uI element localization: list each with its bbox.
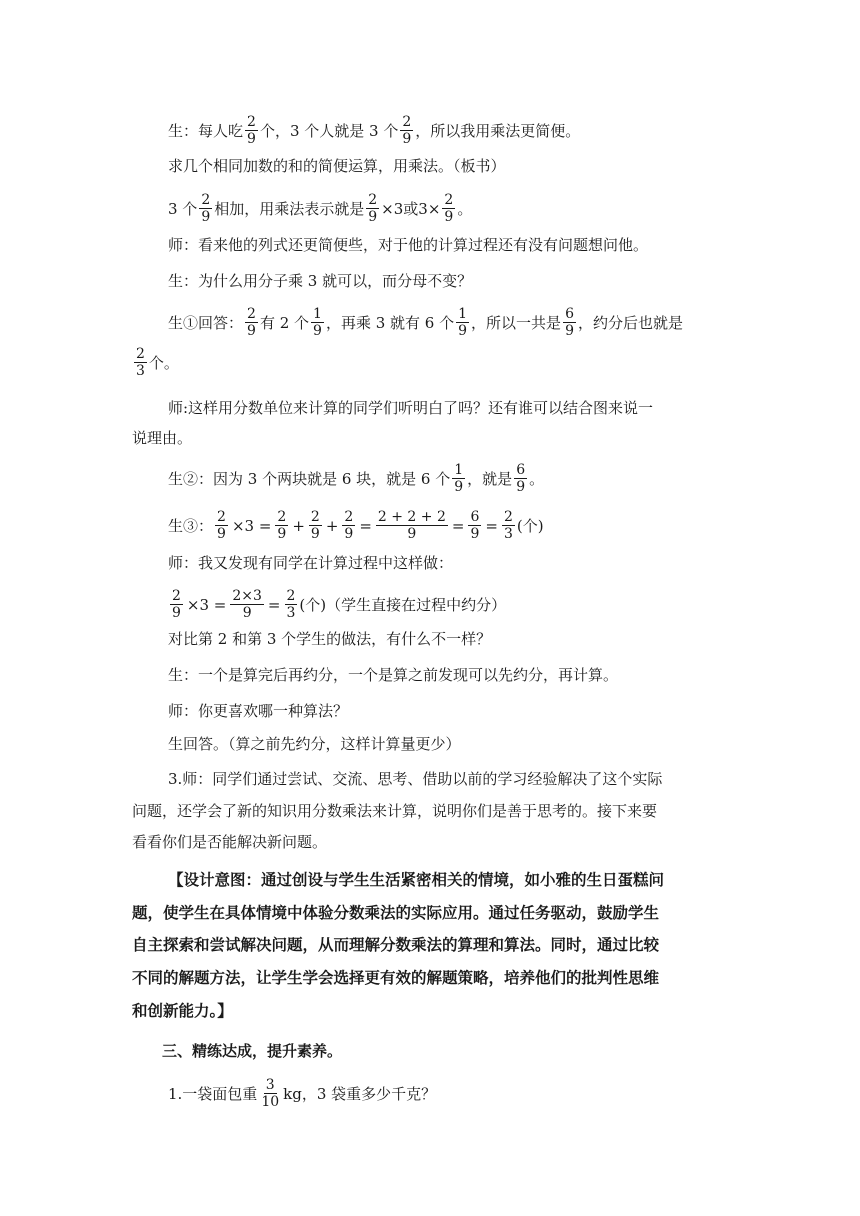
design-intent-line-2 [132, 902, 659, 924]
denominator: 9 [407, 526, 417, 542]
denominator: 3 [503, 526, 513, 542]
text: 生：一个是算完后再约分，一个是算之前发现可以先约分，再计算。 [168, 666, 619, 684]
design-intent-line-4 [132, 967, 659, 989]
fraction-one-ninth [456, 307, 469, 338]
fraction-two-ninths [275, 510, 288, 541]
numerator: 1 [313, 306, 322, 322]
text: (个) [516, 516, 544, 535]
text: 。 [457, 199, 473, 218]
line-teacher-summary-cont-1 [132, 800, 657, 822]
fraction-two-ninths [309, 510, 322, 541]
denominator: 9 [172, 605, 181, 621]
denominator: 9 [247, 131, 256, 147]
text: 师:这样用分数单位来计算的同学们听明白了吗？还有谁可以结合图来说一 [168, 399, 654, 417]
fraction-sum [376, 510, 448, 541]
line-student-answer-1 [168, 115, 580, 146]
denominator: 9 [201, 209, 211, 225]
line-student-1-answer-cont [132, 347, 179, 378]
fraction-six-ninths [468, 510, 481, 541]
line-teacher-3 [168, 552, 453, 574]
line-teacher-1 [168, 234, 648, 256]
text: (个)（学生直接在过程中约分） [299, 595, 507, 614]
denominator: 9 [444, 209, 454, 225]
line-shortcut-equation [168, 589, 506, 620]
text: ，所以一共是 [471, 313, 562, 332]
fraction-two-ninths [342, 510, 355, 541]
line-student-2 [168, 463, 544, 494]
text: 对比第 2 和第 3 个学生的做法，有什么不一样？ [168, 630, 492, 648]
text: 师：我又发现有同学在计算过程中这样做： [168, 554, 454, 572]
operator: ×3 = [231, 516, 272, 535]
numerator: 2 [368, 192, 378, 208]
numerator: 2 [444, 192, 454, 208]
fraction-two-ninths [215, 510, 228, 541]
fraction-two-ninths [245, 307, 258, 338]
text: 和创新能力。】 [132, 1001, 233, 1020]
text: 1.一袋面包重 [168, 1084, 258, 1103]
denominator: 9 [565, 323, 574, 339]
fraction-two-thirds [502, 510, 515, 541]
line-student-reply [168, 733, 461, 755]
line-teacher-summary [168, 768, 662, 790]
text: 3.师：同学们通过尝试、交流、思考、借助以前的学习经验解决了这个实际 [168, 770, 663, 788]
operator: = [485, 516, 498, 535]
line-teacher-summary-cont-2 [132, 831, 327, 853]
operator: = [267, 595, 281, 614]
numerator: 2 + 2 + 2 [377, 509, 446, 525]
line-teacher-2 [168, 397, 653, 419]
operator: = [451, 516, 465, 535]
numerator: 2×3 [232, 588, 262, 604]
fraction-two-ninths [442, 193, 455, 224]
fraction-two-ninths [245, 115, 258, 146]
numerator: 3 [265, 1077, 275, 1093]
denominator: 9 [247, 323, 256, 339]
numerator: 6 [565, 306, 574, 322]
line-student-question [168, 270, 472, 292]
text: 师：你更喜欢哪一种算法？ [168, 702, 349, 720]
numerator: 2 [172, 588, 181, 604]
denominator: 9 [344, 526, 354, 542]
text: 有 2 个 [259, 313, 310, 332]
line-multiplication-expression [168, 193, 472, 224]
fraction-one-ninth [452, 463, 465, 494]
operator: + [325, 516, 339, 535]
text: 不同的解题方法，让学生学会选择更有效的解题策略，培养他们的批判性思维 [132, 968, 660, 987]
text: 求几个相同加数的和的简便运算，用乘法。（板书） [168, 157, 506, 175]
operator: = [359, 516, 372, 535]
denominator: 3 [286, 605, 296, 621]
denominator: 10 [261, 1094, 280, 1110]
section-heading [162, 1040, 342, 1062]
text: ×3或3× [381, 199, 441, 218]
text: 生回答。（算之前先约分，这样计算量更少） [168, 735, 461, 753]
numerator: 2 [217, 509, 226, 525]
fraction-three-tenths [259, 1078, 281, 1109]
text: 个。 [148, 353, 179, 372]
text: 个，3 个人就是 3 个 [259, 121, 399, 140]
exercise-question-1 [168, 1078, 436, 1109]
denominator: 9 [368, 209, 378, 225]
text: ，所以我用乘法更简便。 [415, 121, 581, 140]
fraction-two-thirds [134, 347, 147, 378]
line-compare [168, 628, 491, 650]
fraction-six-ninths [514, 463, 527, 494]
numerator: 2 [503, 509, 513, 525]
numerator: 2 [310, 509, 320, 525]
numerator: 2 [402, 114, 412, 130]
text: ，再乘 3 就有 6 个 [325, 313, 455, 332]
text: 生①回答： [168, 313, 244, 332]
text: kg，3 袋重多少千克？ [283, 1084, 437, 1103]
denominator: 9 [470, 526, 480, 542]
numerator: 1 [458, 306, 468, 322]
design-intent-line-3 [132, 934, 659, 956]
text: 生③： [168, 516, 214, 535]
numerator: 2 [277, 509, 287, 525]
fraction-two-ninths [366, 193, 379, 224]
line-teacher-4 [168, 700, 348, 722]
design-intent-line-1 [168, 869, 664, 891]
denominator: 9 [277, 526, 287, 542]
text: 师：看来他的列式还更简便些，对于他的计算过程还有没有问题想问他。 [168, 236, 649, 254]
text: ，约分后也就是 [577, 313, 683, 332]
fraction-product [230, 589, 264, 620]
numerator: 2 [286, 588, 296, 604]
denominator: 9 [454, 479, 464, 495]
numerator: 6 [470, 509, 480, 525]
denominator: 9 [402, 131, 412, 147]
text: ，就是 [467, 469, 513, 488]
text: 生：为什么用分子乘 3 就可以，而分母不变？ [168, 272, 473, 290]
denominator: 9 [310, 526, 320, 542]
numerator: 2 [136, 346, 145, 362]
text: 题，使学生在具体情境中体验分数乘法的实际应用。通过任务驱动，鼓励学生 [132, 903, 660, 922]
design-intent-line-5 [132, 1000, 233, 1022]
denominator: 9 [313, 323, 322, 339]
fraction-two-thirds [285, 589, 298, 620]
numerator: 1 [454, 462, 464, 478]
operator: + [292, 516, 305, 535]
line-student-3-equation [168, 510, 544, 541]
text: 问题，还学会了新的知识用分数乘法来计算，说明你们是善于思考的。接下来要 [132, 802, 658, 820]
text: 生②：因为 3 个两块就是 6 块，就是 6 个 [168, 469, 451, 488]
fraction-two-ninths [199, 193, 212, 224]
line-teacher-2-cont [132, 427, 192, 449]
text: 3 个 [168, 199, 198, 218]
text: 【设计意图：通过创设与学生生活紧密相关的情境，如小雅的生日蛋糕问 [168, 870, 665, 889]
denominator: 9 [217, 526, 226, 542]
denominator: 3 [136, 363, 145, 379]
numerator: 2 [247, 114, 256, 130]
denominator: 9 [242, 605, 252, 621]
text: 生：每人吃 [168, 121, 244, 140]
line-board-note [168, 155, 506, 177]
numerator: 2 [344, 509, 354, 525]
text: 相加，用乘法表示就是 [214, 199, 365, 218]
fraction-two-ninths [170, 589, 183, 620]
operator: ×3 = [186, 595, 227, 614]
numerator: 2 [247, 306, 256, 322]
text: 三、精练达成，提升素养。 [162, 1042, 343, 1060]
fraction-six-ninths [563, 307, 576, 338]
text: 看看你们是否能解决新问题。 [132, 833, 328, 851]
numerator: 2 [201, 192, 211, 208]
denominator: 9 [516, 479, 526, 495]
line-student-1-answer [168, 307, 683, 338]
text: 自主探索和尝试解决问题，从而理解分数乘法的算理和算法。同时，通过比较 [132, 935, 660, 954]
text: 说理由。 [132, 429, 193, 447]
numerator: 6 [516, 462, 526, 478]
denominator: 9 [458, 323, 468, 339]
fraction-one-ninth [311, 307, 324, 338]
text: 。 [529, 469, 545, 488]
fraction-two-ninths [400, 115, 413, 146]
line-student-difference [168, 664, 618, 686]
